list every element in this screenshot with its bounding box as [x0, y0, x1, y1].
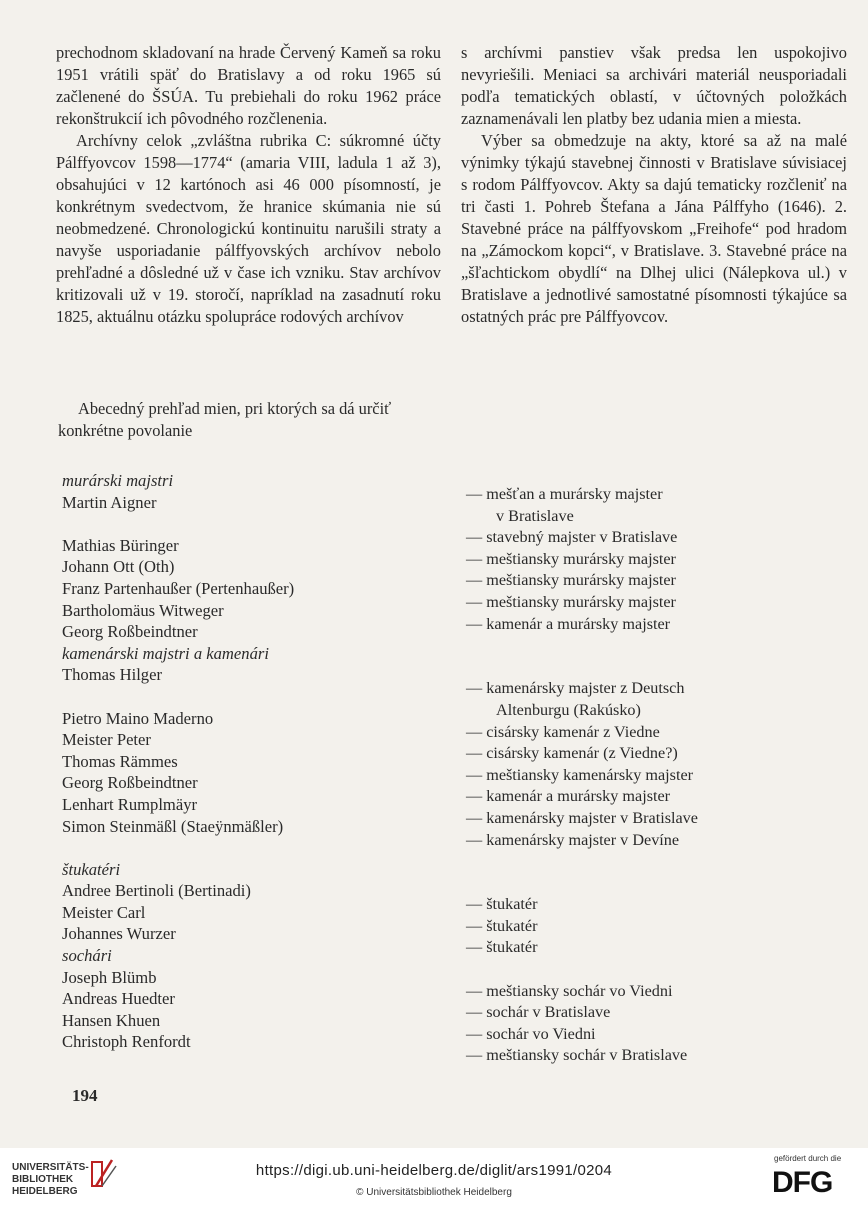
logo-text: BIBLIOTHEK [12, 1174, 74, 1185]
occupation-entry: — kamenár a murársky majster [466, 614, 671, 633]
name-entry: Pietro Maino Maderno [62, 708, 214, 728]
name-entry: Johannes Wurzer [62, 924, 176, 944]
paragraph: prechodnom skladovaní na hrade Červený Kameň sa roku 1951 vrátili späť do Bratislavy a od roku 1965 sú začlenené do ŠSÚA. Tu prebiehali do roku 1962 práce rekonštrukcií ich pôvodného rozčlenenia. [56, 43, 441, 128]
occupation-entry: — meštiansky sochár vo Viedni [466, 981, 673, 1000]
list-spacer [466, 851, 846, 873]
copyright-text: © Universitätsbibliothek Heidelberg [356, 1187, 512, 1198]
occupation-entry: — štukatér [466, 916, 538, 935]
occupation-entry: Altenburgu (Rakúsko) [496, 700, 641, 719]
name-entry: Bartholomäus Witweger [62, 600, 224, 620]
document-url-link[interactable]: https://digi.ub.uni-heidelberg.de/diglit/ars1991/0204 [255, 1162, 613, 1179]
list-spacer [466, 873, 846, 895]
occupation-entry: — meštiansky sochár v Bratislave [466, 1046, 688, 1065]
name-entry: Johann Ott (Oth) [62, 557, 175, 577]
occupation-entry: — mešťan a murársky majster [466, 485, 663, 503]
name-entry: Georg Roßbeindtner [62, 622, 198, 642]
names-list [62, 470, 442, 1053]
footer-bar [0, 1148, 868, 1209]
occupation-entry: — kamenársky majster v Bratislave [466, 808, 698, 827]
category-heading: štukatéri [62, 859, 121, 879]
occupation-entry: — štukatér [466, 938, 538, 957]
name-entry: Meister Carl [62, 902, 146, 922]
logo-text: HEIDELBERG [12, 1186, 78, 1197]
name-entry: Christoph Renfordt [62, 1032, 191, 1052]
occupation-entry: — štukatér [466, 895, 538, 914]
list-heading [58, 398, 448, 442]
logo-text: UNIVERSITÄTS- [12, 1162, 89, 1173]
category-heading: murárski majstri [62, 471, 174, 490]
occupation-entry: — cisársky kamenár z Viedne [466, 722, 660, 741]
name-entry: Andree Bertinoli (Bertinadi) [62, 881, 251, 901]
paragraph: Výber sa obmedzuje na akty, ktoré sa až na malé výnimky týkajú stavebnej činnosti v Bratislave súvisiacej s rodom Pálffyovcov. Akty sa dajú tematicky rozčleniť na tri časti 1. Pohreb Štefana a Jána Pálffyho (1646). 2. Stavebné práce na pálffyovskom „Freihofe“ pod hradom na „Zámockom kopci“, v Bratislave. 3. Stavebné práce na „šľachtickom obydlí“ na Dlhej ulici (Nálepkova ul.) v Bratislave a jednotlivé samostatné písomnosti týkajúce sa ostatných prác pre Pálffyovcov. [461, 131, 847, 326]
occupation-entry: v Bratislave [496, 506, 574, 525]
list-spacer [466, 959, 846, 981]
name-entry: Joseph Blümb [62, 967, 157, 987]
occupation-entry: — sochár vo Viedni [466, 1024, 596, 1043]
name-entry: Franz Partenhaußer (Pertenhaußer) [62, 578, 295, 598]
list-spacer [466, 657, 846, 679]
occupation-entry: — kamenár a murársky majster [466, 787, 671, 806]
name-entry: Lenhart Rumplmäyr [62, 794, 198, 814]
page-number: 194 [72, 1086, 98, 1105]
left-text-column [56, 42, 441, 328]
list-spacer [62, 837, 442, 859]
paragraph: s archívmi panstiev však predsa len uspokojivo nevyriešili. Meniaci sa archivári materiál neusporiadali podľa tematických oblastí, v účtovných položkách zaznamenávali len platby bez udania mien a miesta. [461, 43, 847, 128]
list-spacer [62, 686, 442, 708]
occupation-entry: — meštiansky kamenársky majster [466, 765, 694, 784]
dfg-logo[interactable]: DFG [772, 1166, 833, 1199]
list-heading-text: Abecedný prehľad mien, pri ktorých sa dá určiť konkrétne povolanie [58, 399, 392, 440]
occupation-entry: — meštiansky murársky majster [466, 571, 676, 590]
category-heading: kamenárski majstri a kamenári [62, 643, 269, 663]
occupation-entry: — cisársky kamenár (z Viedne?) [466, 744, 678, 763]
name-entry: Simon Steinmäßl (Staeÿnmäßler) [62, 816, 284, 836]
occupation-entry: — kamenársky majster v Devíne [466, 830, 680, 849]
occupation-entry: — kamenársky majster z Deutsch [466, 679, 685, 698]
paragraph: Archívny celok „zvláštna rubrika C: súkromné účty Pálffyovcov 1598—1774“ (amaria VIII, ladula 1 až 3), obsahujúci v 12 kartónoch asi 46 000 písomností, je konkrétnym svedectvom, že hranice skúmania nie sú neobmedzené. Chronologickú kontinuitu narušili straty a navyše usporiadanie pálffyovských archívov nebolo prehľadné a dôsledné už v čase ich vzniku. Stav archívov kritizovali už v 19. storočí, napríklad na zasadnutí roku 1825, aktuálnu otázku spolupráce rodových archívov [56, 131, 441, 326]
right-text-column [461, 42, 847, 328]
list-spacer [62, 513, 442, 535]
funded-by-text: gefördert durch die [774, 1154, 842, 1163]
name-entry: Andreas Huedter [62, 989, 175, 1009]
name-entry: Martin Aigner [62, 492, 157, 512]
category-heading: sochári [62, 946, 112, 966]
occupation-entry: — sochár v Bratislave [466, 1003, 611, 1022]
occupation-entry: — stavebný majster v Bratislave [466, 528, 678, 547]
name-entry: Hansen Khuen [62, 1010, 161, 1030]
name-entry: Thomas Rämmes [62, 751, 178, 771]
name-entry: Meister Peter [62, 730, 151, 750]
name-entry: Thomas Hilger [62, 665, 163, 685]
occupations-list [466, 484, 846, 1067]
list-spacer [466, 635, 846, 657]
occupation-entry: — meštiansky murársky majster [466, 549, 676, 568]
occupation-entry: — meštiansky murársky majster [466, 592, 676, 611]
name-entry: Georg Roßbeindtner [62, 773, 198, 793]
name-entry: Mathias Büringer [62, 535, 179, 555]
